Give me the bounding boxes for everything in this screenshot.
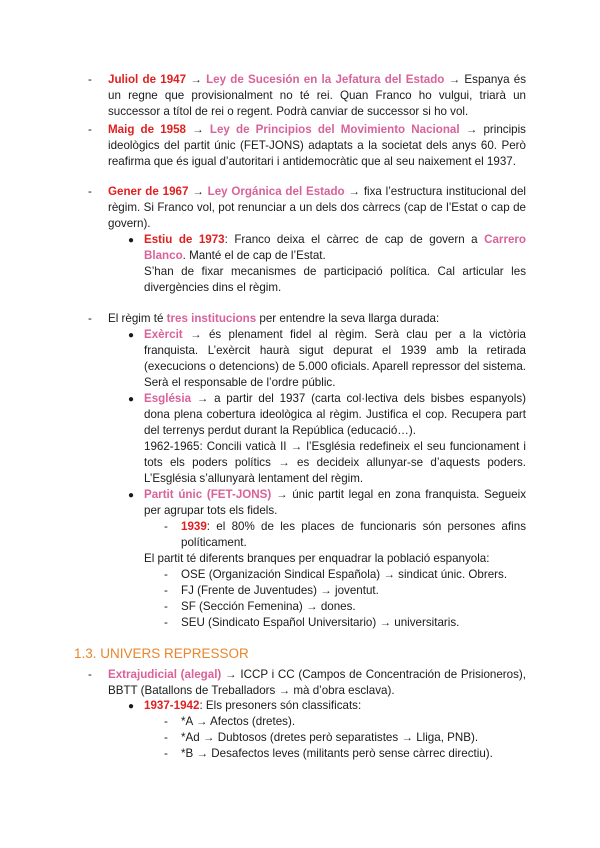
sub-item-ad: *Ad → Dubtosos (dretes però separatistes → Lliga, PNB). [181, 731, 479, 744]
sub-item-a: *A → Afectos (dretes). [181, 715, 296, 728]
list-dash: - [164, 731, 168, 744]
list-dash: - [88, 73, 92, 86]
law-name: Ley de Sucesión en la Jefatura del Estado [206, 73, 445, 86]
list-item-extrajudicial: Extrajudicial (alegal) → ICCP i CC (Campos de Concentración de Prisioneros), BBTT (Batallons de Treballadors → mà d’obra esclava). [108, 668, 526, 697]
list-dash: - [88, 668, 92, 681]
list-item-1967: Gener de 1967 → Ley Orgánica del Estado → fixa l’estructura institucional del règim. Si Franco vol, pot renunciar a un dels dos càrrecs (cap de l’Estat o cap de govern). [108, 185, 526, 230]
sub-item-b: *B → Desafectos leves (militants però sense càrrec directiu). [181, 747, 493, 760]
list-dash: - [164, 568, 168, 581]
list-dash: - [88, 185, 92, 198]
bullet-icon: ● [128, 330, 135, 341]
sub-item-fj: FJ (Frente de Juventudes) → joventut. [181, 584, 379, 597]
list-item-regim: El règim té tres institucions per entendre la seva llarga durada: [108, 312, 440, 325]
section-heading: 1.3. UNIVERS REPRESSOR [74, 646, 249, 661]
bullet-item-partit: Partit únic (FET-JONS) → únic partit legal en zona franquista. Segueix per agrupar tots els fidels. [144, 488, 526, 517]
paragraph-participacio: S’han de fixar mecanismes de participació política. Cal articular les divergències dins el règim. [144, 265, 526, 294]
list-dash: - [164, 600, 168, 613]
bullet-icon: ● [128, 394, 135, 405]
law-name: Ley Orgánica del Estado [207, 185, 345, 198]
paragraph-branques: El partit té diferents branques per enquadrar la població espanyola: [144, 552, 490, 565]
bullet-item-exercit: Exèrcit → és plenament fidel al règim. Serà clau per a la victòria franquista. L’exèrcit haurà sigut depurat el 1939 amb la retirada (execucions o detencions) de 5.000 oficials. Aparell repressor del sistema. Serà el responsable de l’ordre públic. [144, 328, 526, 389]
list-dash: - [88, 123, 92, 136]
date-label: Gener de 1967 [108, 185, 189, 198]
bullet-item-1937: 1937-1942: Els presoners són classificats: [144, 699, 362, 712]
sub-item-1939: 1939: el 80% de les places de funcionaris són persones afins políticament. [181, 520, 526, 549]
bullet-item-1973: Estiu de 1973: Franco deixa el càrrec de cap de govern a Carrero Blanco. Manté el de cap de l’Estat. [144, 233, 526, 262]
bullet-icon: ● [128, 701, 135, 712]
list-dash: - [88, 312, 92, 325]
bullet-icon: ● [128, 490, 135, 501]
list-dash: - [164, 520, 168, 533]
paragraph-concili: 1962-1965: Concili vaticà II → l’Església redefineix el seu funcionament i tots els poders polítics → es decideix allunyar-se d’aquests poders. L’Església s’allunyarà lentament del règim. [144, 440, 526, 485]
list-dash: - [164, 715, 168, 728]
sub-item-sf: SF (Sección Femenina) → dones. [181, 600, 356, 613]
list-item-1958: Maig de 1958 → Ley de Principios del Movimiento Nacional → principis ideològics del partit únic (FET-JONS) adaptats a la societat dels anys 60. Però reafirma que és igual d’autoritari i antidemocràtic que al seu naixement el 1937. [108, 123, 526, 168]
date-label: Juliol de 1947 [108, 73, 187, 86]
list-dash: - [164, 616, 168, 629]
sub-item-seu: SEU (Sindicato Español Universitario) → universitaris. [181, 616, 460, 629]
list-item-1947: Juliol de 1947 → Ley de Sucesión en la Jefatura del Estado → Espanya és un regne que provisionalment no té rei. Quan Franco ho vulgui, triarà un successor a títol de rei o regent. Podrà canviar de successor si ho vol. [108, 73, 527, 118]
law-name: Ley de Principios del Movimiento Nacional [209, 123, 460, 136]
list-dash: - [164, 584, 168, 597]
list-dash: - [164, 747, 168, 760]
date-label: Maig de 1958 [108, 123, 186, 136]
sub-item-ose: OSE (Organización Sindical Española) → sindicat únic. Obrers. [181, 568, 508, 581]
bullet-item-esglesia: Església → a partir del 1937 (carta col·lectiva dels bisbes espanyols) dona plena cobertura ideològica al règim. Justifica el cop. Recupera part del terrenys perdut durant la República (educació…). [144, 392, 526, 437]
bullet-icon: ● [128, 235, 135, 246]
